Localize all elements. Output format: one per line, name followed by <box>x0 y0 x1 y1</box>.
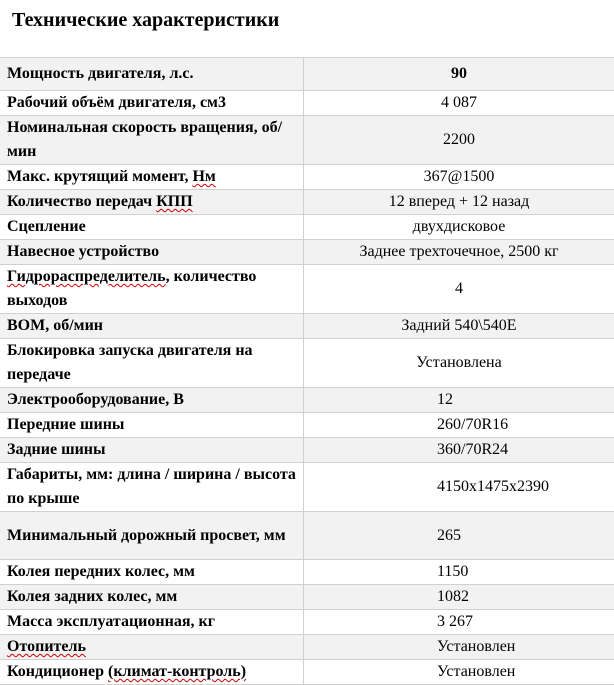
spec-row <box>0 58 614 91</box>
spec-value: Задний 540\540Е <box>304 314 614 339</box>
spec-row <box>0 339 614 388</box>
spec-row <box>0 463 614 512</box>
spec-row <box>0 240 614 265</box>
spec-value: двухдисковое <box>304 215 614 240</box>
spellcheck-underline: (климат-контроль) <box>108 663 246 680</box>
spec-row <box>0 388 614 413</box>
spec-label: Гидрораспределитель, количество выходов <box>0 265 304 314</box>
spec-label: Номинальная скорость вращения, об/мин <box>0 116 304 165</box>
spec-row <box>0 413 614 438</box>
spec-row <box>0 215 614 240</box>
spec-label: Электрооборудование, В <box>0 388 304 413</box>
spec-row <box>0 610 614 635</box>
spec-row <box>0 635 614 660</box>
spec-label: Количество передач КПП <box>0 190 304 215</box>
spec-value: 4 087 <box>304 91 614 116</box>
spec-label: Колея задних колес, мм <box>0 585 304 610</box>
specifications-table <box>0 57 614 685</box>
spec-row <box>0 438 614 463</box>
spec-value: 260/70R16 <box>304 413 614 438</box>
spec-label: Минимальный дорожный просвет, мм <box>0 512 304 560</box>
spec-row <box>0 314 614 339</box>
spec-value: 1150 <box>304 560 614 585</box>
spec-label: Задние шины <box>0 438 304 463</box>
spec-value: 360/70R24 <box>304 438 614 463</box>
spec-value: Установлен <box>304 660 614 685</box>
spec-label: Передние шины <box>0 413 304 438</box>
spec-value: 4 <box>304 265 614 314</box>
spec-label: Мощность двигателя, л.с. <box>0 58 304 91</box>
spec-row <box>0 265 614 314</box>
spec-label: Рабочий объём двигателя, см3 <box>0 91 304 116</box>
spec-label <box>0 635 304 660</box>
spec-label: Навесное устройство <box>0 240 304 265</box>
spec-value: 12 <box>304 388 614 413</box>
spec-row <box>0 660 614 685</box>
spellcheck-underline: КПП <box>156 193 193 210</box>
spec-label: Макс. крутящий момент, Нм <box>0 165 304 190</box>
spec-value: 1082 <box>304 585 614 610</box>
spec-row <box>0 512 614 560</box>
spec-value: Установлен <box>304 635 614 660</box>
spec-row <box>0 116 614 165</box>
spec-label: Масса эксплуатационная, кг <box>0 610 304 635</box>
spellcheck-underline: Гидрораспределитель <box>7 268 166 285</box>
spec-label: Колея передних колес, мм <box>0 560 304 585</box>
spec-value: 12 вперед + 12 назад <box>304 190 614 215</box>
spec-label: Сцепление <box>0 215 304 240</box>
spellcheck-underline: Отопитель <box>7 638 86 655</box>
spec-value: Установлена <box>304 339 614 388</box>
spec-value: 3 267 <box>304 610 614 635</box>
spec-label: Блокировка запуска двигателя на передаче <box>0 339 304 388</box>
spec-row <box>0 165 614 190</box>
spec-value: 265 <box>304 512 614 560</box>
spec-row <box>0 91 614 116</box>
spec-value: 367@1500 <box>304 165 614 190</box>
spec-row <box>0 560 614 585</box>
spec-value: Заднее трехточечное, 2500 кг <box>304 240 614 265</box>
spec-row <box>0 585 614 610</box>
page-heading: Технические характеристики <box>12 8 279 32</box>
spec-label: Кондиционер (климат-контроль) <box>0 660 304 685</box>
spec-label: Габариты, мм: длина / ширина / высота по крыше <box>0 463 304 512</box>
spec-row <box>0 190 614 215</box>
spec-value: 90 <box>304 58 614 91</box>
spec-label: ВОМ, об/мин <box>0 314 304 339</box>
spec-value: 2200 <box>304 116 614 165</box>
spellcheck-underline: Нм <box>192 168 215 185</box>
spec-value: 4150x1475x2390 <box>304 463 614 512</box>
